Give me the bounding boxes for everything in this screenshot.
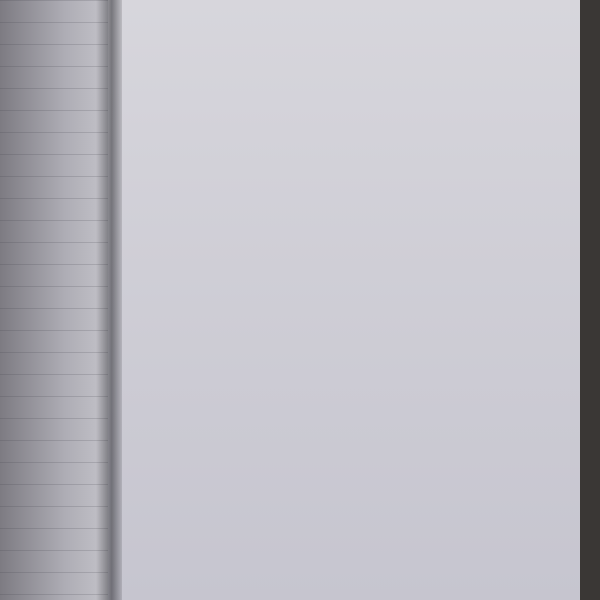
previous-page-lines bbox=[0, 0, 110, 600]
book-page bbox=[108, 0, 580, 600]
book-gutter bbox=[96, 0, 122, 600]
